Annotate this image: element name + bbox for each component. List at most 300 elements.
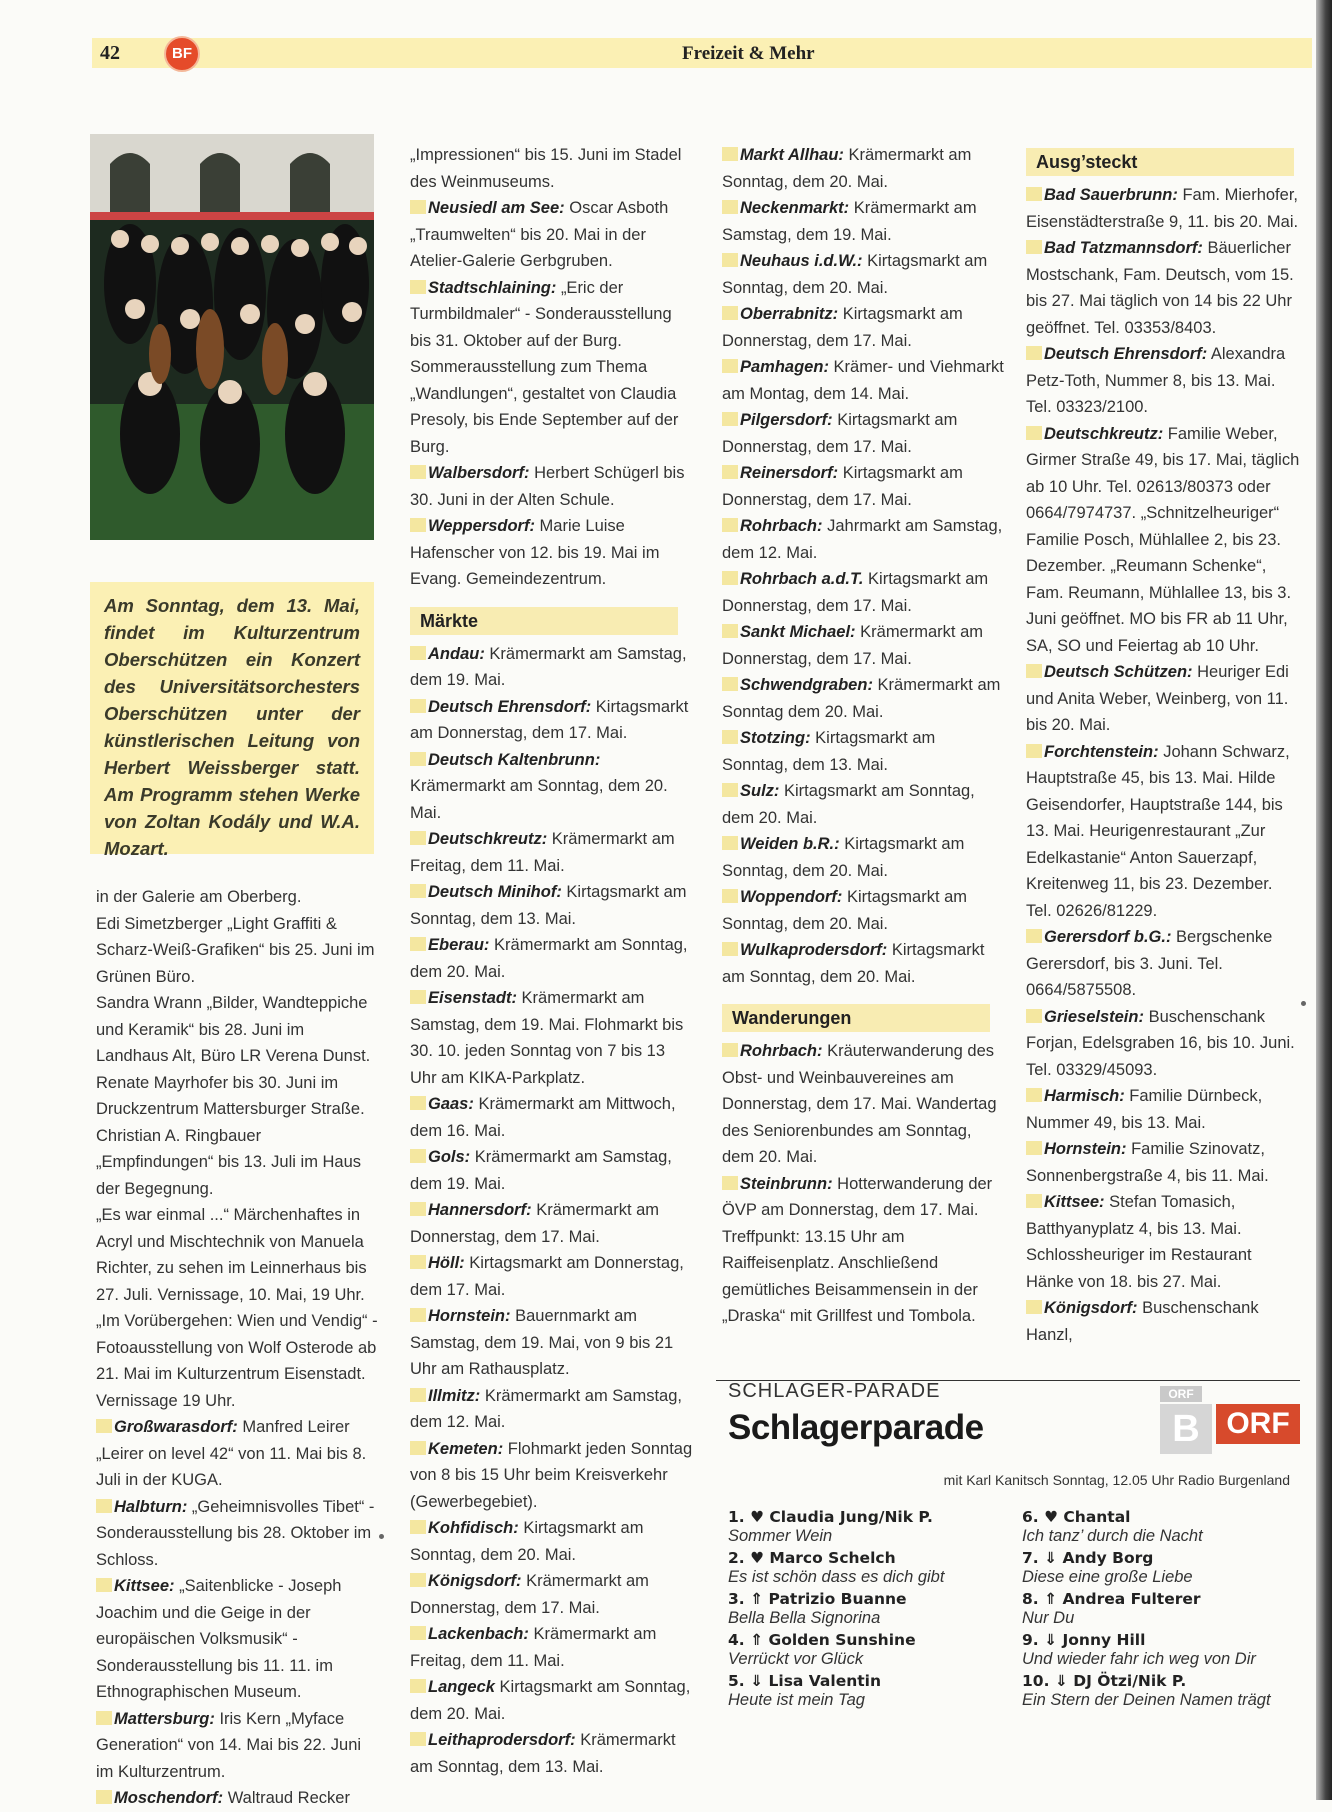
bullet-marker bbox=[410, 699, 426, 713]
entry-text: Krämermarkt am Donnerstag, dem 17. Mai. bbox=[410, 1201, 660, 1246]
entry-text: Krämermarkt am Freitag, dem 11. Mai. bbox=[410, 1625, 657, 1670]
place-name: Sulz: bbox=[740, 782, 780, 800]
bullet-marker bbox=[722, 730, 738, 744]
entry-text: Krämermarkt am Samstag, dem 19. Mai. bbox=[410, 644, 687, 689]
listing-entry bbox=[722, 195, 1004, 248]
entry-text: Kirtagsmarkt am Donnerstag, dem 17. Mai. bbox=[722, 570, 989, 615]
listing-entry bbox=[410, 195, 695, 275]
listing-entry bbox=[96, 1070, 378, 1123]
entry-text: Renate Mayrhofer bis 30. Juni im Druckzentrum Mattersburger Straße. bbox=[96, 1073, 365, 1118]
photo-caption: Am Sonntag, dem 13. Mai, findet im Kulturzentrum Oberschützen ein Konzert des Universitätsorchesters Oberschützen unter der künstlerischen Leitung von Herbert Weissberger statt. Am Programm stehen Werke von Zoltan Kodály und W.A. Mozart. bbox=[90, 582, 374, 854]
chart-entry bbox=[728, 1549, 1028, 1587]
bullet-marker bbox=[1026, 1088, 1042, 1102]
trend-icon: ⇓ bbox=[750, 1672, 764, 1690]
place-name: Kittsee: bbox=[1044, 1193, 1105, 1211]
entry-text: Flohmarkt jeden Sonntag von 8 bis 15 Uhr beim Kreisverkehr (Gewerbegebiet). bbox=[410, 1439, 693, 1511]
chart-artist-line bbox=[1022, 1631, 1322, 1650]
place-name: Deutsch Ehrensdorf: bbox=[1044, 345, 1208, 363]
bullet-marker bbox=[722, 518, 738, 532]
entry-text: Krämermarkt am Donnerstag, dem 17. Mai. bbox=[410, 1572, 649, 1617]
bullet-marker bbox=[410, 937, 426, 951]
place-name: Weiden b.R.: bbox=[740, 835, 840, 853]
chart-entry bbox=[728, 1672, 1028, 1710]
entry-text: Krämermarkt am Donnerstag, dem 17. Mai. bbox=[722, 623, 983, 668]
place-name: Grieselstein: bbox=[1044, 1007, 1144, 1026]
chart-artist-line bbox=[728, 1508, 1028, 1527]
entry-text: Kirtagsmarkt am Sonntag, dem 20. Mai. bbox=[722, 835, 965, 880]
entry-text: Herbert Schügerl bis 30. Juni in der Alten Schule. bbox=[410, 464, 685, 509]
bullet-marker bbox=[722, 465, 738, 479]
page-header bbox=[92, 38, 1312, 68]
place-name: Andau: bbox=[428, 644, 485, 663]
place-name: Schwendgraben: bbox=[740, 676, 873, 694]
listing-entry bbox=[96, 911, 378, 991]
listing-entry bbox=[410, 1436, 695, 1516]
chart-artist-line bbox=[1022, 1508, 1322, 1527]
orf-red-logo: ORF bbox=[1216, 1404, 1300, 1444]
chart-artist: Claudia Jung/Nik P. bbox=[769, 1508, 933, 1526]
place-name: Illmitz: bbox=[428, 1386, 481, 1405]
bullet-marker bbox=[410, 884, 426, 898]
entry-text: Kirtagsmarkt am Sonntag, dem 20. Mai. bbox=[722, 252, 988, 297]
place-name: Deutsch Ehrensdorf: bbox=[428, 697, 592, 716]
listing-entry bbox=[722, 301, 1004, 354]
chart-artist: Patrizio Buanne bbox=[768, 1590, 907, 1608]
entry-text: Jahrmarkt am Samstag, dem 12. Mai. bbox=[722, 517, 1003, 562]
place-name: Halbturn: bbox=[114, 1497, 188, 1516]
place-name: Markt Allhau: bbox=[740, 146, 844, 164]
bullet-marker bbox=[410, 200, 426, 214]
entry-text: Bäuerlicher Mostschank, Fam. Deutsch, vom 15. bis 27. Mai täglich von 14 bis 22 Uhr geöffnet. Tel. 03353/8403. bbox=[1026, 239, 1294, 337]
bullet-marker bbox=[722, 836, 738, 850]
bullet-marker bbox=[1026, 187, 1042, 201]
bullet-marker bbox=[410, 1255, 426, 1269]
schlagerparade-subtitle: mit Karl Kanitsch Sonntag, 12.05 Uhr Radio Burgenland bbox=[943, 1472, 1290, 1488]
bullet-marker bbox=[1026, 426, 1042, 440]
trend-icon: ♥ bbox=[750, 1549, 764, 1567]
bullet-marker bbox=[410, 280, 426, 294]
bullet-marker bbox=[410, 1149, 426, 1163]
listing-entry bbox=[410, 513, 695, 593]
place-name: Kemeten: bbox=[428, 1439, 504, 1458]
place-name: Mattersburg: bbox=[114, 1709, 215, 1728]
place-name: Hornstein: bbox=[428, 1307, 511, 1325]
bullet-marker bbox=[410, 518, 426, 532]
bullet-marker bbox=[722, 677, 738, 691]
chart-list-left bbox=[728, 1508, 1028, 1713]
chart-list-right bbox=[1022, 1508, 1322, 1713]
chart-song: Nur Du bbox=[1022, 1609, 1075, 1627]
entry-text: „Geheimnisvolles Tibet“ - Sonderausstellung bis 28. Oktober im Schloss. bbox=[96, 1497, 375, 1569]
listing-entry bbox=[722, 566, 1004, 619]
entry-text: Kirtagsmarkt am Donnerstag, dem 17. Mai. bbox=[722, 305, 963, 350]
entry-text: Krämer- und Viehmarkt am Montag, dem 14. Mai. bbox=[722, 358, 1004, 403]
schlagerparade-label: SCHLAGER-PARADE bbox=[728, 1380, 941, 1402]
listing-entry bbox=[410, 1250, 695, 1303]
orf-logo bbox=[1152, 1386, 1300, 1450]
entry-text: Kirtagsmarkt am Donnerstag, dem 17. Mai. bbox=[722, 464, 963, 509]
chart-song: Bella Bella Signorina bbox=[728, 1609, 881, 1627]
place-name: Steinbrunn: bbox=[740, 1174, 833, 1193]
listing-entry bbox=[722, 831, 1004, 884]
chart-entry bbox=[1022, 1590, 1322, 1628]
bullet-marker bbox=[410, 1308, 426, 1322]
listing-entry bbox=[96, 990, 378, 1070]
section-heading: Ausg’steckt bbox=[1026, 148, 1294, 176]
listing-entry bbox=[722, 725, 1004, 778]
listing-entry bbox=[410, 879, 695, 932]
place-name: Stotzing: bbox=[740, 729, 811, 747]
place-name: Pilgersdorf: bbox=[740, 411, 833, 429]
chart-rank: 2. bbox=[728, 1549, 745, 1567]
chart-rank: 8. bbox=[1022, 1590, 1039, 1608]
entry-text: Fam. Mierhofer, Eisenstädterstraße 9, 11. bis 20. Mai. bbox=[1026, 186, 1299, 231]
listing-entry bbox=[96, 1202, 378, 1308]
listing-entry bbox=[722, 884, 1004, 937]
place-name: Deutsch Minihof: bbox=[428, 883, 562, 901]
place-name: Rohrbach a.d.T. bbox=[740, 570, 864, 588]
place-name: Bad Sauerbrunn: bbox=[1044, 186, 1178, 204]
place-name: Langeck bbox=[428, 1678, 495, 1696]
trend-icon: ⇑ bbox=[750, 1631, 764, 1649]
bullet-marker bbox=[722, 412, 738, 426]
entry-text: Krämermarkt am Sonntag, dem 20. Mai. bbox=[410, 936, 688, 981]
listing-entry bbox=[410, 1383, 695, 1436]
place-name: Oberrabnitz: bbox=[740, 305, 839, 323]
entry-text: Krämermarkt am Samstag, dem 19. Mai. Flohmarkt bis 30. 10. jeden Sonntag von 7 bis 13 Uhr am KIKA-Parkplatz. bbox=[410, 989, 684, 1087]
bullet-marker bbox=[722, 889, 738, 903]
column-2 bbox=[410, 142, 695, 1780]
entry-text: Familie Dürnbeck, Nummer 49, bis 13. Mai. bbox=[1026, 1087, 1263, 1132]
bullet-marker bbox=[410, 1096, 426, 1110]
orchestra-photo bbox=[90, 134, 374, 540]
entry-text: Kirtagsmarkt am Sonntag, dem 20. Mai. bbox=[410, 1678, 691, 1723]
listing-entry bbox=[722, 513, 1004, 566]
place-name: Wulkaprodersdorf: bbox=[740, 941, 888, 959]
entry-text: in der Galerie am Oberberg. bbox=[96, 888, 302, 906]
place-name: Weppersdorf: bbox=[428, 517, 535, 535]
listing-entry bbox=[96, 1573, 378, 1706]
listing-entry bbox=[410, 1621, 695, 1674]
trend-icon: ♥ bbox=[1044, 1508, 1058, 1526]
listing-entry bbox=[722, 937, 1004, 990]
chart-rank: 3. bbox=[728, 1590, 745, 1608]
entry-text: „Impressionen“ bis 15. Juni im Stadel des Weinmuseums. bbox=[410, 146, 682, 191]
place-name: Walbersdorf: bbox=[428, 464, 530, 482]
chart-song: Und wieder fahr ich weg von Dir bbox=[1022, 1650, 1256, 1668]
entry-text: Manfred Leirer „Leirer on level 42“ von 11. Mai bis 8. Juli in der KUGA. bbox=[96, 1418, 367, 1489]
bullet-marker bbox=[1026, 1194, 1042, 1208]
bullet-marker bbox=[410, 1573, 426, 1587]
chart-artist-line bbox=[728, 1631, 1028, 1650]
place-name: Moschendorf: bbox=[114, 1789, 224, 1807]
chart-song: Ein Stern der Deinen Namen trägt bbox=[1022, 1691, 1271, 1709]
bullet-marker bbox=[96, 1419, 112, 1433]
place-name: Königsdorf: bbox=[428, 1572, 522, 1590]
place-name: Rohrbach: bbox=[740, 1042, 823, 1060]
place-name: Woppendorf: bbox=[740, 888, 843, 906]
listing-entry bbox=[1026, 1295, 1300, 1348]
place-name: Höll: bbox=[428, 1254, 465, 1272]
place-name: Stadtschlaining: bbox=[428, 278, 557, 297]
listing-entry bbox=[96, 1706, 378, 1786]
place-name: Reinersdorf: bbox=[740, 464, 839, 482]
bullet-marker bbox=[722, 571, 738, 585]
listing-entry bbox=[410, 1197, 695, 1250]
column-3 bbox=[722, 142, 1004, 1330]
trend-icon: ♥ bbox=[750, 1508, 764, 1526]
chart-artist-line bbox=[728, 1672, 1028, 1691]
bullet-marker bbox=[410, 1679, 426, 1693]
listing-entry bbox=[1026, 1083, 1300, 1136]
trend-icon: ⇑ bbox=[750, 1590, 764, 1608]
bullet-marker bbox=[410, 990, 426, 1004]
bullet-marker bbox=[722, 306, 738, 320]
chart-entry bbox=[728, 1631, 1028, 1669]
listing-entry bbox=[410, 826, 695, 879]
bullet-marker bbox=[410, 1732, 426, 1746]
chart-artist: Marco Schelch bbox=[769, 1549, 896, 1567]
chart-artist: Lisa Valentin bbox=[768, 1672, 881, 1690]
chart-rank: 1. bbox=[728, 1508, 745, 1526]
chart-entry bbox=[1022, 1508, 1322, 1546]
trend-icon: ⇓ bbox=[1044, 1549, 1058, 1567]
chart-song: Es ist schön dass es dich gibt bbox=[728, 1568, 945, 1586]
chart-artist: Golden Sunshine bbox=[768, 1631, 916, 1649]
bullet-marker bbox=[722, 942, 738, 956]
entry-text: Kirtagsmarkt am Sonntag, dem 20. Mai. bbox=[722, 888, 968, 933]
listing-entry bbox=[1026, 1136, 1300, 1189]
bullet-marker bbox=[1026, 240, 1042, 254]
entry-text: Krämermarkt am Sonntag, dem 20. Mai. bbox=[410, 777, 668, 822]
bullet-marker bbox=[96, 1790, 112, 1804]
page-number: 42 bbox=[100, 42, 120, 64]
chart-rank: 5. bbox=[728, 1672, 745, 1690]
entry-text: Oscar Asboth „Traumwelten“ bis 20. Mai in der Atelier-Galerie Gerbgruben. bbox=[410, 199, 669, 270]
entry-text: Edi Simetzberger „Light Graffiti & Scharz-Weiß-Grafiken“ bis 25. Juni im Grünen Büro. bbox=[96, 914, 375, 986]
listing-entry bbox=[722, 248, 1004, 301]
column-1 bbox=[96, 884, 378, 1812]
trend-icon: ⇓ bbox=[1054, 1672, 1068, 1690]
listing-entry bbox=[722, 778, 1004, 831]
bullet-marker bbox=[410, 465, 426, 479]
place-name: Sankt Michael: bbox=[740, 623, 856, 641]
listing-entry bbox=[410, 1091, 695, 1144]
listing-entry bbox=[722, 407, 1004, 460]
bullet-marker bbox=[410, 752, 426, 766]
entry-text: Kirtagsmarkt am Sonntag, dem 13. Mai. bbox=[722, 729, 936, 774]
chart-artist: DJ Ötzi/Nik P. bbox=[1073, 1672, 1187, 1690]
bullet-marker bbox=[1026, 664, 1042, 678]
place-name: Großwarasdorf: bbox=[114, 1418, 238, 1436]
bf-logo: BF bbox=[164, 36, 200, 72]
listing-entry bbox=[410, 1568, 695, 1621]
entry-text: Heuriger Edi und Anita Weber, Weinberg, von 11. bis 20. Mai. bbox=[1026, 663, 1289, 734]
chart-rank: 7. bbox=[1022, 1549, 1039, 1567]
entry-text: Krämermarkt am Sonntag, dem 20. Mai. bbox=[722, 146, 972, 191]
listing-entry bbox=[410, 1515, 695, 1568]
bullet-dot bbox=[1301, 1001, 1306, 1006]
chart-entry bbox=[1022, 1672, 1322, 1710]
place-name: Harmisch: bbox=[1044, 1087, 1125, 1105]
entry-text: Marie Luise Hafenscher von 12. bis 19. Mai im Evang. Gemeindezentrum. bbox=[410, 517, 660, 588]
chart-entry bbox=[1022, 1549, 1322, 1587]
bullet-marker bbox=[722, 200, 738, 214]
entry-text: Bauernmarkt am Samstag, dem 19. Mai, von 9 bis 21 Uhr am Rathausplatz. bbox=[410, 1307, 674, 1378]
entry-text: Kirtagsmarkt am Donnerstag, dem 17. Mai. bbox=[410, 1254, 684, 1299]
chart-artist-line bbox=[1022, 1549, 1322, 1568]
place-name: Forchtenstein: bbox=[1044, 742, 1159, 761]
listing-entry bbox=[410, 694, 695, 747]
bullet-marker bbox=[96, 1711, 112, 1725]
chart-artist: Jonny Hill bbox=[1062, 1631, 1146, 1649]
entry-text: Familie Szinovatz, Sonnenbergstraße 4, bis 11. Mai. bbox=[1026, 1140, 1269, 1185]
chart-song: Ich tanz’ durch die Nacht bbox=[1022, 1527, 1203, 1545]
listing-entry bbox=[722, 1038, 1004, 1171]
chart-song: Verrückt vor Glück bbox=[728, 1650, 864, 1668]
listing-entry bbox=[410, 1303, 695, 1383]
place-name: Kittsee: bbox=[114, 1577, 175, 1595]
listing-entry bbox=[410, 747, 695, 827]
chart-rank: 10. bbox=[1022, 1672, 1050, 1690]
bullet-marker bbox=[410, 646, 426, 660]
bullet-marker bbox=[410, 831, 426, 845]
place-name: Hornstein: bbox=[1044, 1140, 1127, 1158]
place-name: Königsdorf: bbox=[1044, 1299, 1138, 1317]
place-name: Eberau: bbox=[428, 936, 490, 954]
entry-text: Krämermarkt am Mittwoch, dem 16. Mai. bbox=[410, 1095, 676, 1140]
bullet-marker bbox=[1026, 1009, 1042, 1023]
listing-entry bbox=[410, 142, 695, 195]
entry-text: Kirtagsmarkt am Sonntag, dem 20. Mai. bbox=[410, 1519, 644, 1564]
bullet-marker bbox=[1026, 929, 1042, 943]
place-name: Rohrbach: bbox=[740, 517, 823, 535]
place-name: Pamhagen: bbox=[740, 358, 829, 376]
chart-artist-line bbox=[728, 1590, 1028, 1609]
listing-entry bbox=[410, 1727, 695, 1780]
entry-text: Krämermarkt am Freitag, dem 11. Mai. bbox=[410, 830, 675, 875]
listing-entry bbox=[1026, 341, 1300, 421]
bullet-marker bbox=[722, 624, 738, 638]
bullet-marker bbox=[1026, 1141, 1042, 1155]
listing-entry bbox=[410, 1144, 695, 1197]
chart-artist-line bbox=[1022, 1672, 1322, 1691]
entry-text: Christian A. Ringbauer „Empfindungen“ bis 13. Juli im Haus der Begegnung. bbox=[96, 1126, 362, 1198]
chart-artist-line bbox=[1022, 1590, 1322, 1609]
schlagerparade-title: Schlagerparade bbox=[728, 1408, 984, 1447]
chart-rank: 9. bbox=[1022, 1631, 1039, 1649]
listing-entry bbox=[1026, 1189, 1300, 1295]
entry-text: Familie Weber, Girmer Straße 49, bis 17. Mai, täglich ab 10 Uhr. Tel. 02613/80373 oder 0664/7974737. „Schnitzelheuriger“ Familie Posch, Mühlallee 2, bis 23. Dezember. „Reumann Schenke“, Fam. Reumann, Mühlallee 13, bis 3. Juni geöffnet. MO bis FR ab 11 Uhr, SA, SO und Feiertag ab 10 Uhr. bbox=[1026, 424, 1300, 655]
place-name: Neckenmarkt: bbox=[740, 199, 850, 217]
chart-entry bbox=[1022, 1631, 1322, 1669]
listing-entry bbox=[722, 1171, 1004, 1330]
entry-text: Stefan Tomasich, Batthyanyplatz 4, bis 13. Mai. Schlossheuriger im Restaurant Hänke von 18. bis 27. Mai. bbox=[1026, 1193, 1252, 1291]
orf-b-logo: B bbox=[1160, 1404, 1212, 1454]
entry-text: Kirtagsmarkt am Donnerstag, dem 17. Mai. bbox=[410, 697, 689, 742]
entry-text: Kräuterwanderung des Obst- und Weinbauvereines am Donnerstag, dem 17. Mai. Wandertag des Seniorenbundes am Sonntag, dem 20. Mai. bbox=[722, 1042, 997, 1166]
bullet-marker bbox=[1026, 1300, 1042, 1314]
place-name: Hannersdorf: bbox=[428, 1201, 532, 1219]
bullet-marker bbox=[722, 359, 738, 373]
entry-text: Kirtagsmarkt am Donnerstag, dem 17. Mai. bbox=[722, 411, 958, 456]
chart-song: Heute ist mein Tag bbox=[728, 1691, 865, 1709]
place-name: Lackenbach: bbox=[428, 1625, 529, 1643]
listing-entry bbox=[96, 1494, 378, 1574]
bullet-marker bbox=[410, 1626, 426, 1640]
section-title: Freizeit & Mehr bbox=[682, 43, 815, 64]
entry-text: „Eric der Turmbildmaler“ - Sonderausstellung bis 31. Oktober auf der Burg. Sommerausstellung zum Thema „Wandlungen“, gestaltet von Claudia Presoly, bis Ende September auf der Burg. bbox=[410, 278, 679, 456]
entry-text: Buschenschank Hanzl, bbox=[1026, 1299, 1259, 1344]
bullet-marker bbox=[722, 253, 738, 267]
place-name: Neusiedl am See: bbox=[428, 199, 565, 217]
place-name: Kohfidisch: bbox=[428, 1519, 519, 1537]
section-heading: Märkte bbox=[410, 607, 678, 635]
entry-text: „Im Vorübergehen: Wien und Vendig“ - Fotoausstellung von Wolf Osterode ab 21. Mai im Kulturzentrum Eisenstadt. Vernissage 19 Uhr. bbox=[96, 1312, 378, 1410]
listing-entry bbox=[1026, 235, 1300, 341]
chart-entry bbox=[728, 1508, 1028, 1546]
listing-entry bbox=[410, 460, 695, 513]
listing-entry bbox=[410, 641, 695, 694]
place-name: Deutsch Kaltenbrunn: bbox=[428, 750, 601, 769]
chart-rank: 4. bbox=[728, 1631, 745, 1649]
trend-icon: ⇓ bbox=[1044, 1631, 1058, 1649]
listing-entry bbox=[96, 1785, 378, 1812]
chart-artist-line bbox=[728, 1549, 1028, 1568]
entry-text: Kirtagsmarkt am Sonntag, dem 20. Mai. bbox=[722, 941, 985, 986]
listing-entry bbox=[722, 619, 1004, 672]
entry-text: Krämermarkt am Samstag, dem 12. Mai. bbox=[410, 1386, 682, 1431]
place-name: Neuhaus i.d.W.: bbox=[740, 252, 863, 270]
listing-entry bbox=[96, 1414, 378, 1494]
listing-entry bbox=[1026, 659, 1300, 739]
listing-entry bbox=[1026, 1004, 1300, 1084]
entry-text: „Es war einmal ...“ Märchenhaftes in Acryl und Mischtechnik von Manuela Richter, zu sehen im Leinnerhaus bis 27. Juli. Vernissage, 10. Mai, 19 Uhr. bbox=[96, 1206, 367, 1304]
entry-text: Krämermarkt am Sonntag dem 20. Mai. bbox=[722, 676, 1001, 721]
listing-entry bbox=[1026, 421, 1300, 660]
bullet-marker bbox=[722, 147, 738, 161]
bullet-marker bbox=[410, 1441, 426, 1455]
listing-entry bbox=[96, 1308, 378, 1414]
entry-text: Alexandra Petz-Toth, Nummer 8, bis 13. Mai. Tel. 03323/2100. bbox=[1026, 345, 1286, 416]
listing-entry bbox=[96, 1123, 378, 1203]
entry-text: „Saitenblicke - Joseph Joachim und die Geige in der europäischen Volksmusik“ - Sonderausstellung bis 11. 11. im Ethnographischen Museum. bbox=[96, 1577, 342, 1701]
bullet-marker bbox=[722, 783, 738, 797]
listing-entry bbox=[1026, 739, 1300, 925]
listing-entry bbox=[410, 275, 695, 461]
listing-entry bbox=[410, 1674, 695, 1727]
entry-text: Kirtagsmarkt am Sonntag, dem 13. Mai. bbox=[410, 883, 687, 928]
entry-text: Iris Kern „Myface Generation“ von 14. Mai bis 22. Juni im Kulturzentrum. bbox=[96, 1709, 362, 1781]
entry-text: Sandra Wrann „Bilder, Wandteppiche und Keramik“ bis 28. Juni im Landhaus Alt, Büro LR Verena Dunst. bbox=[96, 994, 371, 1065]
listing-entry bbox=[410, 932, 695, 985]
chart-artist: Andrea Fulterer bbox=[1062, 1590, 1201, 1608]
bullet-marker bbox=[410, 1202, 426, 1216]
place-name: Eisenstadt: bbox=[428, 989, 517, 1007]
section-heading: Wanderungen bbox=[722, 1004, 990, 1032]
listing-entry bbox=[1026, 924, 1300, 1004]
bullet-marker bbox=[96, 1578, 112, 1592]
place-name: Gerersdorf b.G.: bbox=[1044, 928, 1172, 946]
bullet-marker bbox=[410, 1388, 426, 1402]
place-name: Deutschkreutz: bbox=[428, 830, 548, 848]
entry-text: Johann Schwarz, Hauptstraße 45, bis 13. Mai. Hilde Geisendorfer, Hauptstraße 144, bis 13. Mai. Heurigenrestaurant „Zur Edelkastanie“ Anton Sauerzapf, Kreitenweg 11, bis 23. Dezember. Tel. 02626/81229. bbox=[1026, 742, 1290, 920]
chart-rank: 6. bbox=[1022, 1508, 1039, 1526]
listing-entry bbox=[722, 460, 1004, 513]
listing-entry bbox=[410, 985, 695, 1091]
listing-entry bbox=[96, 884, 378, 911]
chart-song: Sommer Wein bbox=[728, 1527, 833, 1545]
